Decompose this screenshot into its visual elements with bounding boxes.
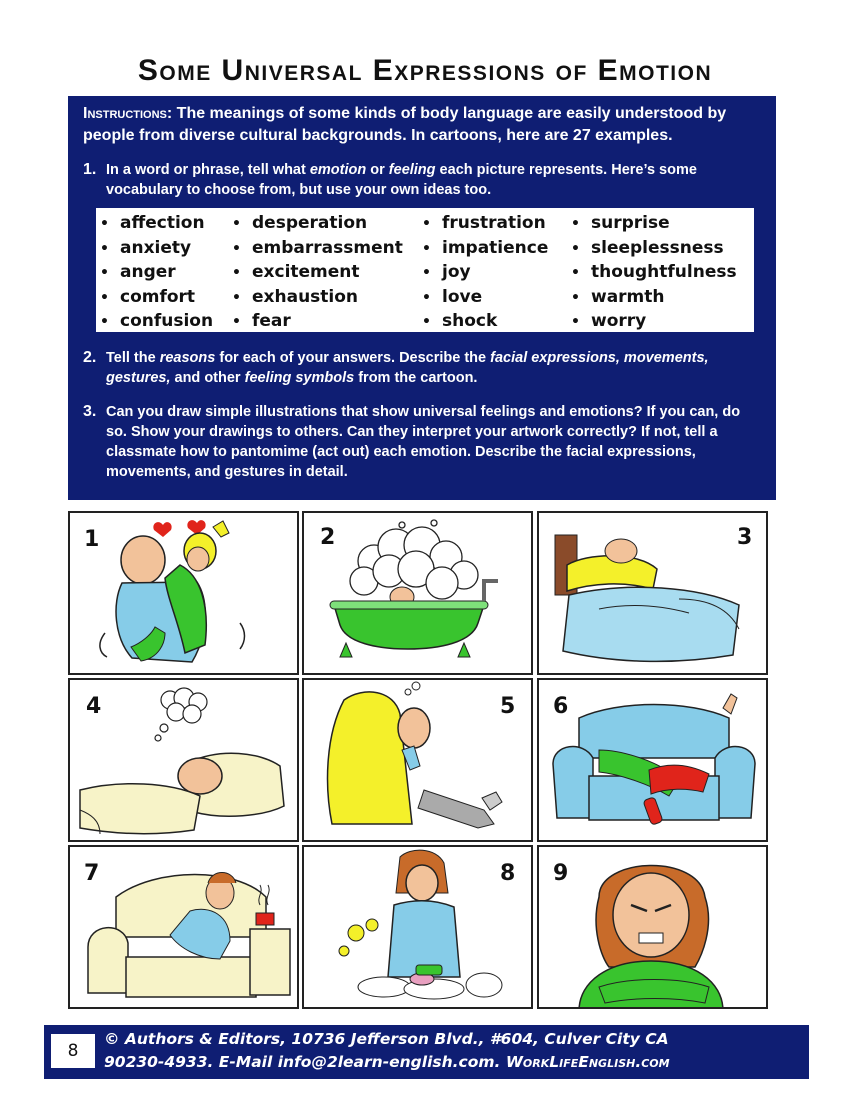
- vocab-item: • sleeplessness: [571, 237, 724, 258]
- thoughtful-person-illustration: [304, 680, 533, 842]
- step-2-number: 2.: [83, 349, 97, 366]
- page-title: Some Universal Expressions of Emotion: [137, 54, 713, 87]
- vocab-column-3: [422, 211, 548, 334]
- cartoon-number-9: 9: [553, 861, 569, 886]
- vocab-item: • anxiety: [100, 237, 192, 258]
- person-in-bed-illustration: [539, 513, 768, 675]
- step-1: [83, 160, 763, 200]
- cartoon-panel-7: [68, 845, 299, 1009]
- vocabulary-box: [96, 208, 754, 332]
- cartoon-panel-6: [537, 678, 768, 842]
- instructions-panel: [68, 96, 776, 500]
- step-2-text: Tell the reasons for each of your answers. Describe the facial expressions, movements, gestures, and other feeling symbols from the cartoon.: [106, 350, 709, 386]
- cartoon-number-7: 7: [84, 861, 100, 886]
- vocab-item: • joy: [422, 262, 471, 282]
- footer-address: © Authors & Editors, 10736 Jefferson Blvd., #604, Culver City CA: [104, 1030, 669, 1048]
- cartoon-number-5: 5: [500, 694, 516, 719]
- step-3-text: Can you draw simple illustrations that show universal feelings and emotions? If you can, do so. Show your drawings to others. Can they interpret your artwork correctly? If not, tell a classmate how to pantomime (act out) each emotion. Describe the facial expressions, movements, and gestures in detail.: [106, 404, 741, 480]
- instructions-intro: [83, 103, 763, 147]
- vocab-item: • excitement: [232, 262, 360, 282]
- cartoon-panel-5: [302, 678, 533, 842]
- cartoon-panel-9: [537, 845, 768, 1009]
- vocab-column-1: [100, 211, 213, 334]
- cartoon-number-8: 8: [500, 861, 516, 886]
- step-1-text: In a word or phrase, tell what emotion or feeling each picture represents. Here’s some vocabulary to choose from, but use your own ideas too.: [106, 162, 697, 198]
- footer: [44, 1025, 809, 1079]
- hugging-couple-illustration: [70, 513, 299, 675]
- vocab-item: • embarrassment: [232, 237, 403, 258]
- footer-contact: 90230-4933. E-Mail info@2learn-english.com. WorkLifeEnglish.com: [104, 1053, 670, 1071]
- cartoon-panel-2: [302, 511, 533, 675]
- step-1-number: 1.: [83, 161, 97, 178]
- step-3: [83, 402, 763, 482]
- vocab-item: • frustration: [422, 213, 546, 233]
- page-number: 8: [51, 1034, 95, 1068]
- cartoon-panel-1: [68, 511, 299, 675]
- step-3-number: 3.: [83, 403, 97, 420]
- instructions-text: The meanings of some kinds of body language are easily understood by people from diverse cultural backgrounds. In cartoons, here are 27 examples.: [83, 105, 727, 144]
- vocab-item: • surprise: [571, 213, 670, 233]
- footer-website[interactable]: WorkLifeEnglish.com: [505, 1053, 670, 1071]
- cartoon-panel-8: [302, 845, 533, 1009]
- cartoon-number-1: 1: [84, 527, 100, 552]
- cartoon-number-4: 4: [86, 694, 102, 719]
- cartoon-number-6: 6: [553, 694, 569, 719]
- person-in-armchair-illustration: [539, 680, 768, 842]
- instructions-lead: Instructions:: [83, 105, 173, 122]
- vocab-item: • impatience: [422, 237, 549, 258]
- cartoon-grid: [68, 511, 768, 1009]
- vocab-item: • desperation: [232, 213, 368, 233]
- vocab-item: • affection: [100, 213, 205, 233]
- vocab-item: • exhaustion: [232, 286, 359, 307]
- cartoon-panel-4: [68, 678, 299, 842]
- vocab-item: • love: [422, 286, 483, 307]
- angry-woman-illustration: [539, 847, 768, 1009]
- vocab-item: • anger: [100, 262, 176, 282]
- cartoon-number-2: 2: [320, 525, 336, 550]
- vocab-item: • fear: [232, 311, 291, 331]
- vocab-column-4: [571, 211, 737, 334]
- sleepless-person-illustration: [70, 680, 299, 842]
- frustrated-dishwasher-illustration: [304, 847, 533, 1009]
- vocab-item: • worry: [571, 311, 647, 331]
- vocab-item: • comfort: [100, 286, 196, 307]
- cartoon-panel-3: [537, 511, 768, 675]
- cartoon-number-3: 3: [737, 525, 753, 550]
- step-2: [83, 348, 763, 388]
- vocab-item: • warmth: [571, 286, 665, 307]
- vocab-item: • shock: [422, 311, 498, 331]
- vocab-column-2: [232, 211, 403, 334]
- vocab-item: • confusion: [100, 311, 214, 331]
- vocab-item: • thoughtfulness: [571, 262, 737, 282]
- woman-relaxing-illustration: [70, 847, 299, 1009]
- bathtub-bubbles-illustration: [304, 513, 533, 675]
